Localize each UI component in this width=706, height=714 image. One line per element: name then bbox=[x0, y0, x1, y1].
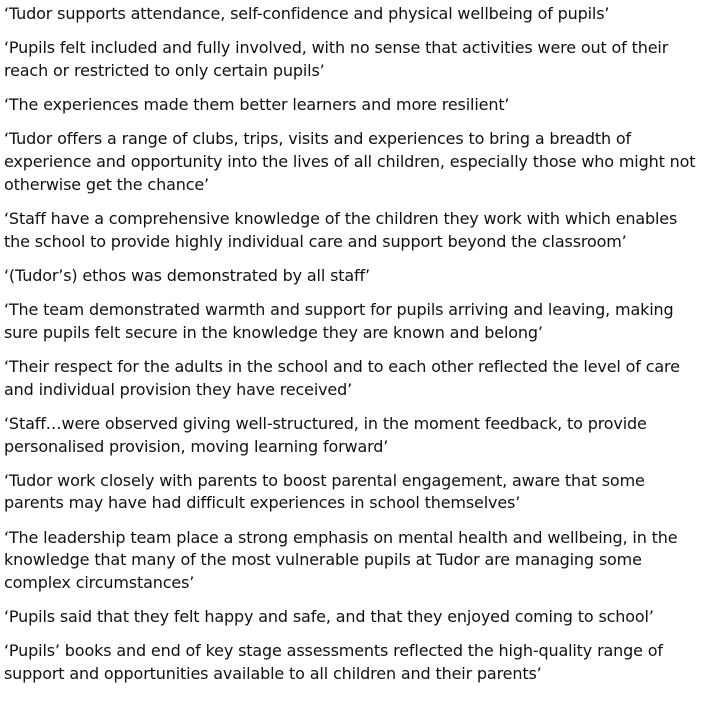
quote-staff-knowledge: ‘Staff have a comprehensive knowledge of the children they work with which enables the school to provide highly individual care and support beyond the classroom’ bbox=[4, 208, 678, 251]
quote-warmth: ‘The team demonstrated warmth and support for pupils arriving and leaving, making sure pupils felt secure in the knowledge they are known and belong’ bbox=[4, 300, 674, 342]
quote-mental-health: ‘The leadership team place a strong emphasis on mental health and wellbeing, in the knowledge that many of the most vulnerable pupils at Tudor are managing some complex circumstances’ bbox=[4, 527, 678, 593]
quote-parents: ‘Tudor work closely with parents to boost parental engagement, aware that some parents may have had difficult experiences in school themselves’ bbox=[4, 470, 645, 513]
quote-feedback: ‘Staff…were observed giving well-structured, in the moment feedback, to provide personalised provision, moving learning forward’ bbox=[4, 413, 647, 456]
quote-clubs-trips: ‘Tudor offers a range of clubs, trips, visits and experiences to bring a breadth of experience and opportunity into the lives of all children, especially those who might not otherwise get the chance’ bbox=[4, 129, 696, 194]
quote-happy-safe: ‘Pupils said that they felt happy and safe, and that they enjoyed coming to school’ bbox=[4, 607, 654, 627]
quote-inclusion: ‘Pupils felt included and fully involved, with no sense that activities were out of their reach or restricted to only certain pupils’ bbox=[4, 38, 669, 80]
quote-ethos: ‘(Tudor’s) ethos was demonstrated by all staff’ bbox=[4, 265, 370, 285]
quote-respect: ‘Their respect for the adults in the school and to each other reflected the level of care and individual provision they have received’ bbox=[4, 356, 680, 399]
quote-resilience: ‘The experiences made them better learners and more resilient’ bbox=[4, 95, 510, 115]
quote-books-assessments: ‘Pupils’ books and end of key stage assessments reflected the high-quality range of support and opportunities available to all children and their parents’ bbox=[4, 641, 663, 684]
quote-attendance: ‘Tudor supports attendance, self-confidence and physical wellbeing of pupils’ bbox=[4, 4, 610, 23]
quotes-list bbox=[4, 3, 704, 697]
